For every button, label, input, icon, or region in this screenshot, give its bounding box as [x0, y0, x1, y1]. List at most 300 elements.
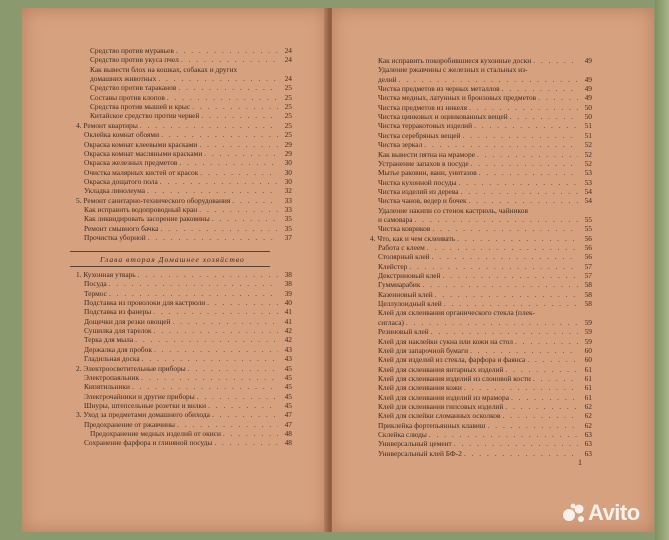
- toc-entry: [90, 111, 292, 120]
- dot-leader: [404, 318, 578, 327]
- toc-entry-title: Китайское средство против червей: [90, 111, 200, 121]
- toc-entry-page: 25: [284, 120, 292, 130]
- toc-entry: [84, 186, 292, 195]
- toc-entry-title: 2. Электроосветительные приборы: [76, 363, 186, 373]
- toc-entry-page: 49: [584, 93, 592, 103]
- toc-entry: [378, 168, 592, 177]
- dot-leader: [159, 130, 278, 139]
- toc-entry-title: Как исправить водопроводный кран: [84, 204, 198, 214]
- toc-entry: [378, 196, 592, 205]
- toc-entry: [378, 112, 592, 121]
- toc-entry-title: Предохранение медных изделий от окиси: [90, 428, 221, 438]
- toc-entry-page: 25: [284, 111, 292, 121]
- dot-leader: [107, 279, 278, 288]
- toc-entry-title: Клей для склеивания изделий из мрамора: [378, 392, 509, 402]
- toc-entry: [90, 83, 292, 92]
- toc-entry-page: 53: [584, 177, 592, 187]
- toc-entry-page: 57: [584, 271, 592, 281]
- toc-entry-title: Резиновый клей: [378, 327, 429, 337]
- toc-entry-title: Гуммиарабик: [378, 280, 421, 290]
- toc-entry-page: [535, 308, 549, 317]
- toc-entry-page: 45: [284, 363, 292, 373]
- dot-leader: [469, 159, 578, 168]
- toc-entry-title: Склейка слюды: [378, 430, 427, 439]
- toc-entry-page: 47: [284, 419, 292, 429]
- toc-entry: [378, 393, 592, 402]
- dot-leader: [158, 224, 278, 233]
- watermark-text: Avito: [588, 500, 640, 525]
- toc-entry: [378, 187, 592, 196]
- toc-entry-title: Чистка медных, латунных и бронзовых предметов: [378, 93, 537, 103]
- dot-leader: [165, 93, 278, 102]
- toc-entry: [378, 411, 592, 420]
- dot-leader: [107, 289, 278, 298]
- toc-entry-title: Шнуры, штепсельные розетки и вилки: [84, 400, 207, 410]
- chapter-heading: Глава вторая Домашнее хозяйство: [100, 255, 245, 264]
- toc-entry-title: Клей для склеивания изделий из слоновой кости: [378, 373, 531, 383]
- toc-entry-title: Чистка терракотовых изделий: [378, 121, 473, 131]
- toc-entry-title: Средства против мышей и крыс: [90, 102, 191, 112]
- toc-entry-page: 24: [284, 74, 292, 84]
- toc-entry-title: Клей для склейки сломанных осколков: [378, 411, 501, 421]
- dot-leader: [486, 421, 578, 430]
- toc-entry-page: 35: [284, 223, 292, 233]
- toc-entry: [378, 271, 592, 280]
- toc-entry: [84, 307, 292, 316]
- toc-entry-page: 59: [584, 336, 592, 346]
- toc-entry-title: и самовара: [378, 214, 413, 224]
- toc-entry: [76, 364, 292, 373]
- toc-entry: [76, 121, 292, 130]
- toc-entry-page: 38: [284, 279, 292, 289]
- toc-entry-page: 51: [584, 121, 592, 131]
- toc-entry-title: Сушилка для тарелок: [84, 326, 152, 336]
- toc-entry: [378, 140, 592, 149]
- toc-entry-title: делий: [378, 74, 397, 84]
- toc-entry: [378, 430, 592, 439]
- toc-entry-page: 61: [584, 392, 592, 402]
- toc-entry-page: 29: [284, 139, 292, 149]
- toc-entry: [84, 149, 292, 158]
- toc-entry: [84, 205, 292, 214]
- toc-entry: [84, 177, 292, 186]
- toc-entry-title: Как вывести блох на кошках, собаках и других: [90, 64, 238, 74]
- dot-leader: [455, 234, 578, 243]
- toc-entry-page: 56: [584, 233, 592, 243]
- toc-entry-page: 54: [584, 186, 592, 196]
- dot-leader: [475, 150, 578, 159]
- toc-entry-title: Подставка из фанеры: [84, 307, 152, 317]
- toc-entry-page: 60: [584, 355, 592, 365]
- toc-entry-title: домашних животных: [90, 74, 157, 84]
- dot-leader: [174, 46, 278, 55]
- toc-entry-title: Целлулоидный клей: [378, 299, 442, 309]
- toc-entry-title: Универсальный цемент: [378, 439, 452, 449]
- toc-entry-title: Универсальный клей БФ-2: [378, 448, 462, 458]
- dot-leader: [430, 224, 578, 233]
- toc-entry-page: 24: [284, 46, 292, 55]
- toc-entry-title: Клей для склеивания кожи: [378, 383, 462, 393]
- dot-leader: [139, 373, 278, 382]
- dot-leader: [136, 270, 278, 279]
- toc-entry-page: 30: [284, 176, 292, 186]
- dot-leader: [525, 355, 578, 364]
- dot-leader: [420, 280, 578, 289]
- toc-entry-title: 4. Что, как и чем склеивать: [370, 233, 456, 243]
- toc-entry-title: Предохранение от ржавчины: [84, 419, 175, 429]
- toc-entry-title: Очистка малярных кистей от красок: [84, 167, 199, 177]
- toc-entry-title: 4. Ремонт квартиры: [76, 120, 138, 130]
- toc-entry-page: 63: [584, 439, 592, 449]
- dot-leader: [151, 307, 278, 316]
- toc-entry-title: Чистка изделий из дерева: [378, 186, 459, 196]
- toc-entry-title: Чистка ковриков: [378, 224, 431, 234]
- toc-entry-title: Укладка линолеума: [84, 186, 145, 196]
- toc-entry-page: [528, 206, 542, 215]
- toc-entry: [84, 233, 292, 242]
- dot-leader: [133, 335, 278, 344]
- toc-entry: [378, 84, 592, 93]
- separator-bottom: [70, 266, 270, 267]
- dot-leader: [221, 429, 278, 438]
- toc-entry-title: Клей для склеивания янтарных изделий: [378, 364, 504, 374]
- dot-leader: [206, 401, 278, 410]
- toc-entry-page: 52: [584, 158, 592, 168]
- toc-entry-page: 39: [284, 288, 292, 298]
- toc-entry-title: Средство против муравьев: [90, 46, 174, 55]
- toc-entry-title: Чистка чанов, ведер и бочек: [378, 196, 467, 206]
- toc-entry: [84, 354, 292, 363]
- toc-entry: [84, 382, 292, 391]
- toc-entry: [378, 355, 592, 364]
- toc-entry-page: 63: [584, 448, 592, 458]
- toc-entry-page: 38: [284, 270, 292, 279]
- toc-entry-title: Устранение запахов в посуде: [378, 158, 469, 168]
- toc-entry: [84, 158, 292, 167]
- dot-leader: [513, 337, 578, 346]
- toc-entry: [90, 74, 292, 83]
- toc-entry: [378, 299, 592, 308]
- toc-entry-page: 50: [584, 102, 592, 112]
- toc-entry-title: Удаление ржавчины с железных и стальных из-: [378, 65, 528, 75]
- dot-leader: [477, 168, 578, 177]
- toc-entry-page: 30: [284, 158, 292, 168]
- toc-entry-title: Терка для мыла: [84, 335, 134, 345]
- toc-entry-title: Окраска комнат масляными красками: [84, 148, 203, 158]
- toc-entry: [84, 298, 292, 307]
- toc-entry-page: [237, 65, 251, 74]
- toc-entry-page: 62: [584, 401, 592, 411]
- toc-entry-title: Как исправить покоробившиеся кухонные доски: [378, 56, 532, 65]
- dot-leader: [430, 252, 578, 261]
- toc-entry-page: 43: [284, 344, 292, 354]
- toc-entry: [378, 439, 592, 448]
- toc-entry-page: 33: [284, 204, 292, 214]
- dot-leader: [152, 345, 278, 354]
- dot-leader: [500, 84, 578, 93]
- toc-entry-page: 42: [284, 335, 292, 345]
- toc-entry: [84, 168, 292, 177]
- toc-entry-title: Удаление накипи со стенок кастрюль, чайников: [378, 205, 528, 215]
- toc-entry-title: Прочистка уборной: [84, 233, 146, 242]
- dot-leader: [452, 439, 578, 448]
- toc-entry-title: Кипятильники: [84, 382, 130, 392]
- toc-entry-page: 55: [584, 224, 592, 234]
- toc-entry: [378, 346, 592, 355]
- toc-entry-title: Окраска комнат клеевыми красками: [84, 139, 198, 149]
- toc-entry: [90, 65, 292, 74]
- dot-leader: [198, 168, 278, 177]
- dot-leader: [468, 346, 578, 355]
- toc-entry-page: 25: [284, 83, 292, 93]
- dot-leader: [472, 121, 578, 130]
- toc-entry-page: 33: [284, 195, 292, 205]
- background-edge: [655, 0, 669, 540]
- toc-entry-title: Клей для запарочной бумаги: [378, 345, 469, 355]
- toc-entry-page: 52: [584, 140, 592, 150]
- toc-entry-page: 60: [584, 345, 592, 355]
- dot-leader: [195, 392, 278, 401]
- toc-entry-title: Столярный клей: [378, 252, 430, 262]
- toc-entry-page: 41: [284, 307, 292, 317]
- toc-entry-page: 37: [284, 233, 292, 242]
- toc-entry: [378, 318, 592, 327]
- toc-entry-page: 29: [284, 148, 292, 158]
- toc-entry-page: 62: [584, 411, 592, 421]
- toc-entry-title: Окраска дощатого пола: [84, 176, 158, 186]
- toc-entry: [84, 345, 292, 354]
- dot-leader: [199, 111, 278, 120]
- toc-entry-title: Чистка предметов из черных металлов: [378, 84, 500, 94]
- dot-leader: [202, 149, 278, 158]
- toc-entry-page: 24: [284, 55, 292, 65]
- toc-entry: [378, 308, 592, 317]
- toc-entry-page: 57: [584, 261, 592, 271]
- toc-entry-title: Ремонт смывного бачка: [84, 223, 159, 233]
- toc-entry-title: Казеиновый клей: [378, 289, 433, 299]
- dot-leader: [536, 93, 578, 102]
- dot-leader: [501, 411, 579, 420]
- dot-leader: [197, 140, 278, 149]
- avito-watermark: [562, 500, 640, 526]
- toc-entry-page: 53: [584, 168, 592, 178]
- toc-entry-title: Подставка из проволоки для кастрюли: [84, 298, 206, 308]
- toc-entry: [84, 317, 292, 326]
- dot-leader: [503, 402, 578, 411]
- toc-entry-page: 41: [284, 316, 292, 326]
- dot-leader: [212, 438, 278, 447]
- toc-entry: [378, 93, 592, 102]
- toc-entry-page: 55: [584, 214, 592, 224]
- toc-entry-page: 61: [584, 373, 592, 383]
- toc-entry: [84, 130, 292, 139]
- dot-leader: [441, 271, 579, 280]
- toc-entry-page: [528, 65, 542, 74]
- dot-leader: [190, 102, 278, 111]
- dot-leader: [422, 140, 578, 149]
- toc-entry-page: 49: [584, 56, 592, 65]
- toc-entry-page: 56: [584, 252, 592, 262]
- dot-leader: [210, 214, 278, 223]
- toc-entry: [84, 335, 292, 344]
- toc-entry-page: 32: [284, 186, 292, 196]
- toc-entry-page: 58: [584, 289, 592, 299]
- toc-entry-page: 45: [284, 400, 292, 410]
- toc-entry-title: 5. Ремонт санитарно-технического оборудования: [76, 195, 231, 205]
- toc-entry: [84, 140, 292, 149]
- dot-leader: [146, 233, 278, 242]
- toc-entry: [378, 337, 592, 346]
- toc-entry-title: сигласа): [378, 317, 404, 327]
- toc-entry-page: 48: [284, 438, 292, 448]
- dot-leader: [407, 262, 578, 271]
- dot-leader: [462, 383, 578, 392]
- toc-entry-title: 1. Кухонная утварь: [76, 270, 136, 279]
- toc-entry-title: Оклейка комнат обоями: [84, 130, 160, 140]
- dot-leader: [433, 290, 578, 299]
- toc-entry: [378, 215, 592, 224]
- dot-leader: [467, 196, 578, 205]
- toc-entry-page: 58: [584, 280, 592, 290]
- toc-entry-page: 47: [284, 410, 292, 420]
- toc-entry-page: 40: [284, 298, 292, 308]
- toc-entry-title: Клей для изделий из стекла, фарфора и фаянса: [378, 355, 526, 365]
- toc-entry: [378, 243, 592, 252]
- toc-entry-title: Сохранение фарфора и глиняной посуды: [84, 438, 213, 448]
- toc-entry-page: 59: [584, 317, 592, 327]
- toc-entry: [90, 93, 292, 102]
- toc-entry-title: Клей для склеивания органического стекла (плек-: [378, 308, 536, 318]
- toc-entry: [378, 131, 592, 140]
- dot-leader: [138, 121, 278, 130]
- toc-entry: [378, 327, 592, 336]
- toc-entry-title: Как вывести пятна на мраморе: [378, 149, 475, 159]
- toc-entry-page: 58: [584, 299, 592, 309]
- toc-entry-title: Чистка кухонной посуды: [378, 177, 457, 187]
- toc-entry-title: Термос: [84, 288, 107, 298]
- toc-entry: [378, 449, 592, 458]
- toc-entry-title: Клейстер: [378, 261, 408, 271]
- toc-entry-title: Электрочайники и другие приборы: [84, 391, 195, 401]
- toc-entry-title: Средство против тараканов: [90, 83, 177, 93]
- toc-entry-page: 35: [284, 214, 292, 224]
- dot-leader: [230, 196, 278, 205]
- dot-leader: [130, 382, 278, 391]
- toc-entry: [378, 150, 592, 159]
- toc-entry-page: 50: [584, 112, 592, 122]
- toc-entry-page: 61: [584, 364, 592, 374]
- toc-entry: [84, 279, 292, 288]
- toc-entry-title: Чистка цинковых и оцинкованных вещей: [378, 112, 508, 122]
- toc-entry: [378, 103, 592, 112]
- dot-leader: [186, 364, 278, 373]
- toc-entry: [378, 262, 592, 271]
- toc-entry-title: Клей для наклейки сукна или кожи на стол: [378, 336, 513, 346]
- toc-entry-title: Окраска железных предметов: [84, 158, 178, 168]
- toc-entry: [378, 65, 592, 74]
- toc-entry: [84, 373, 292, 382]
- toc-entry: [84, 326, 292, 335]
- toc-entry-title: Составы против клопов: [90, 92, 165, 102]
- dot-leader: [457, 178, 578, 187]
- toc-entry: [378, 75, 592, 84]
- toc-entry-page: 51: [584, 130, 592, 140]
- toc-entry-page: 42: [284, 326, 292, 336]
- dot-leader: [158, 177, 278, 186]
- dot-leader: [508, 112, 578, 121]
- dot-leader: [145, 186, 278, 195]
- toc-entry-page: 45: [284, 391, 292, 401]
- toc-entry-title: Средство против укуса пчел: [90, 55, 179, 65]
- toc-entry-title: Посуда: [84, 279, 107, 289]
- toc-entry: [90, 429, 292, 438]
- toc-entry-title: Чистка зеркал: [378, 140, 423, 150]
- toc-entry-page: 52: [584, 149, 592, 159]
- toc-entry-page: 45: [284, 372, 292, 382]
- toc-entry-title: 3. Уход за предметами домашнего обихода: [76, 410, 210, 420]
- toc-entry-title: Мытье раковин, ванн, унитазов: [378, 168, 477, 178]
- toc-entry: [378, 290, 592, 299]
- page-number: 1: [578, 458, 582, 467]
- toc-entry: [370, 234, 592, 243]
- dot-leader: [427, 430, 578, 439]
- toc-entry: [378, 159, 592, 168]
- toc-entry-page: 25: [284, 130, 292, 140]
- toc-entry-title: Как ликвидировать засорение раковины: [84, 214, 210, 224]
- toc-entry-title: Клей для склеивания гипсовых изделий: [378, 401, 504, 411]
- dot-leader: [397, 75, 578, 84]
- dot-leader: [442, 299, 578, 308]
- toc-entry-page: 59: [584, 327, 592, 337]
- toc-entry-page: 63: [584, 430, 592, 439]
- dot-leader: [177, 158, 278, 167]
- dot-leader: [140, 354, 278, 363]
- toc-entry: [378, 402, 592, 411]
- toc-entry-title: Декстриновый клей: [378, 271, 441, 281]
- toc-entry: [378, 421, 592, 430]
- toc-entry-page: 49: [584, 74, 592, 84]
- toc-entry: [378, 56, 592, 65]
- toc-entry: [76, 410, 292, 419]
- toc-entry-page: 30: [284, 167, 292, 177]
- toc-entry: [378, 365, 592, 374]
- dot-leader: [509, 393, 578, 402]
- dot-leader: [531, 56, 578, 65]
- toc-entry: [90, 46, 292, 55]
- toc-entry: [84, 289, 292, 298]
- dot-leader: [459, 187, 578, 196]
- toc-entry-page: 25: [284, 102, 292, 112]
- toc-entry-page: 54: [584, 196, 592, 206]
- toc-entry: [378, 224, 592, 233]
- dot-leader: [460, 131, 578, 140]
- dot-leader: [197, 205, 278, 214]
- toc-entry-page: 49: [584, 84, 592, 94]
- toc-entry: [84, 224, 292, 233]
- toc-entry: [378, 383, 592, 392]
- dot-leader: [412, 215, 578, 224]
- dot-leader: [205, 298, 278, 307]
- toc-entry: [90, 102, 292, 111]
- toc-entry-title: Работа с клеем: [378, 243, 425, 252]
- dot-leader: [429, 327, 578, 336]
- toc-entry: [84, 401, 292, 410]
- toc-entry: [84, 420, 292, 429]
- toc-entry-title: Держалка для пробок: [84, 344, 152, 354]
- toc-entry-title: Дощечки для резки овощей: [84, 316, 171, 326]
- toc-entry: [84, 438, 292, 447]
- toc-entry: [76, 196, 292, 205]
